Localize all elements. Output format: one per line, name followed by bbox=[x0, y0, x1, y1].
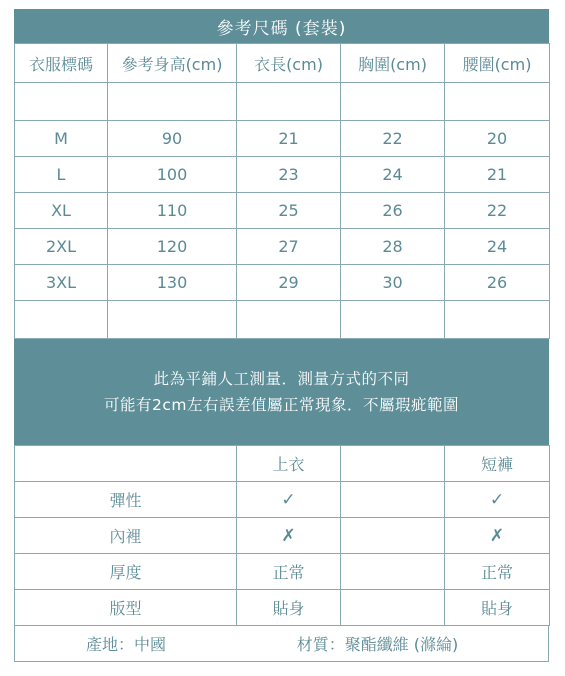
col-bottom-label: 短褲 bbox=[445, 446, 550, 482]
length-cell: 27 bbox=[237, 229, 341, 265]
header-size-label: 衣服標碼 bbox=[15, 44, 108, 83]
feature-header-row bbox=[15, 446, 550, 482]
waist-cell: 21 bbox=[445, 157, 550, 193]
size-chart bbox=[14, 9, 549, 662]
note-line-1: 此為平鋪人工測量．測量方式的不同 bbox=[153, 370, 410, 388]
height-cell: 130 bbox=[108, 265, 237, 301]
feature-row bbox=[15, 590, 550, 626]
cross-icon: ✗ bbox=[237, 518, 341, 554]
length-cell: 21 bbox=[237, 121, 341, 157]
length-cell: 29 bbox=[237, 265, 341, 301]
height-cell: 110 bbox=[108, 193, 237, 229]
table-row bbox=[15, 121, 550, 157]
thickness-bottom: 正常 bbox=[445, 554, 550, 590]
chart-title: 參考尺碼 (套裝) bbox=[14, 9, 549, 43]
table-row-empty bbox=[15, 301, 550, 339]
thickness-top: 正常 bbox=[237, 554, 341, 590]
material-text: 材質：聚酯纖維 (滌綸) bbox=[296, 635, 459, 654]
fit-top: 貼身 bbox=[237, 590, 341, 626]
length-cell: 23 bbox=[237, 157, 341, 193]
header-waist: 腰圍(cm) bbox=[445, 44, 550, 83]
feature-label-lining: 內裡 bbox=[15, 518, 237, 554]
cross-icon: ✗ bbox=[445, 518, 550, 554]
origin-text: 產地：中國 bbox=[85, 635, 166, 654]
length-cell: 25 bbox=[237, 193, 341, 229]
chest-cell: 22 bbox=[341, 121, 445, 157]
size-table-header-row bbox=[15, 44, 550, 83]
check-icon: ✓ bbox=[237, 482, 341, 518]
chest-cell: 30 bbox=[341, 265, 445, 301]
table-row bbox=[15, 193, 550, 229]
table-row-empty bbox=[15, 83, 550, 121]
height-cell: 100 bbox=[108, 157, 237, 193]
col-top-label: 上衣 bbox=[237, 446, 341, 482]
feature-label-thickness: 厚度 bbox=[15, 554, 237, 590]
feature-row bbox=[15, 482, 550, 518]
feature-row bbox=[15, 518, 550, 554]
footer-info bbox=[14, 626, 549, 662]
feature-table bbox=[14, 445, 550, 626]
waist-cell: 22 bbox=[445, 193, 550, 229]
note-line-2: 可能有2cm左右誤差值屬正常現象．不屬瑕疵範圍 bbox=[104, 396, 459, 414]
chest-cell: 26 bbox=[341, 193, 445, 229]
table-row bbox=[15, 265, 550, 301]
chest-cell: 28 bbox=[341, 229, 445, 265]
size-cell: 2XL bbox=[15, 229, 108, 265]
measurement-note bbox=[14, 339, 549, 445]
size-cell: 3XL bbox=[15, 265, 108, 301]
chest-cell: 24 bbox=[341, 157, 445, 193]
height-cell: 120 bbox=[108, 229, 237, 265]
fit-bottom: 貼身 bbox=[445, 590, 550, 626]
waist-cell: 26 bbox=[445, 265, 550, 301]
feature-label-elasticity: 彈性 bbox=[15, 482, 237, 518]
feature-label-fit: 版型 bbox=[15, 590, 237, 626]
waist-cell: 24 bbox=[445, 229, 550, 265]
size-cell: M bbox=[15, 121, 108, 157]
size-cell: XL bbox=[15, 193, 108, 229]
header-chest: 胸圍(cm) bbox=[341, 44, 445, 83]
header-length: 衣長(cm) bbox=[237, 44, 341, 83]
height-cell: 90 bbox=[108, 121, 237, 157]
waist-cell: 20 bbox=[445, 121, 550, 157]
feature-row bbox=[15, 554, 550, 590]
size-table bbox=[14, 43, 550, 339]
table-row bbox=[15, 157, 550, 193]
size-cell: L bbox=[15, 157, 108, 193]
table-row bbox=[15, 229, 550, 265]
check-icon: ✓ bbox=[445, 482, 550, 518]
header-height: 參考身高(cm) bbox=[108, 44, 237, 83]
